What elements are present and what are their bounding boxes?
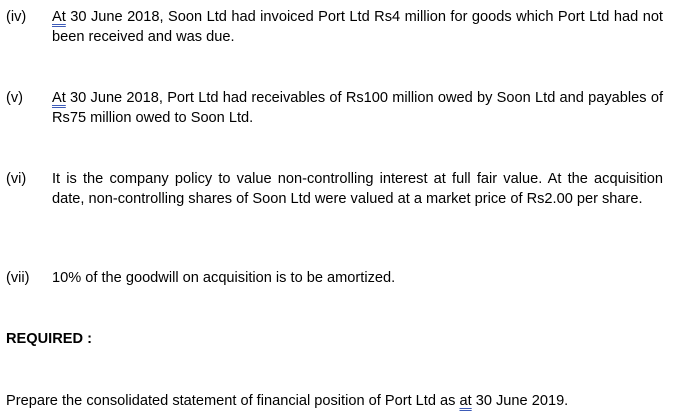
note-body: It is the company policy to value non-controlling interest at full fair value. At the acquisition date, non-controlling shares of Soon Ltd were valued at a market price of Rs2.00 per share. <box>52 171 663 207</box>
note-lead-word: At <box>52 90 66 106</box>
note-number: (vi) <box>6 171 27 187</box>
note-text <box>52 170 663 209</box>
note-body: 30 June 2018, Soon Ltd had invoiced Port Ltd Rs4 million for goods which Port Ltd had not been received and was due. <box>52 9 663 45</box>
note-number: (v) <box>6 90 24 106</box>
instruction-before: Prepare the consolidated statement of financial position of Port Ltd as <box>6 393 460 409</box>
note-text <box>52 8 663 47</box>
instruction-text <box>6 392 568 412</box>
note-body: 30 June 2018, Port Ltd had receivables of Rs100 million owed by Soon Ltd and payables of Rs75 million owed to Soon Ltd. <box>52 90 663 126</box>
note-body: 10% of the goodwill on acquisition is to be amortized. <box>52 270 396 286</box>
required-heading: REQUIRED : <box>6 331 92 347</box>
note-number: (vii) <box>6 270 30 286</box>
instruction-underlined-word: at <box>459 393 472 409</box>
instruction-after: 30 June 2019. <box>471 393 569 409</box>
note-text <box>52 269 663 289</box>
note-number: (iv) <box>6 9 27 25</box>
note-text <box>52 89 663 128</box>
note-lead-word: At <box>52 9 66 25</box>
